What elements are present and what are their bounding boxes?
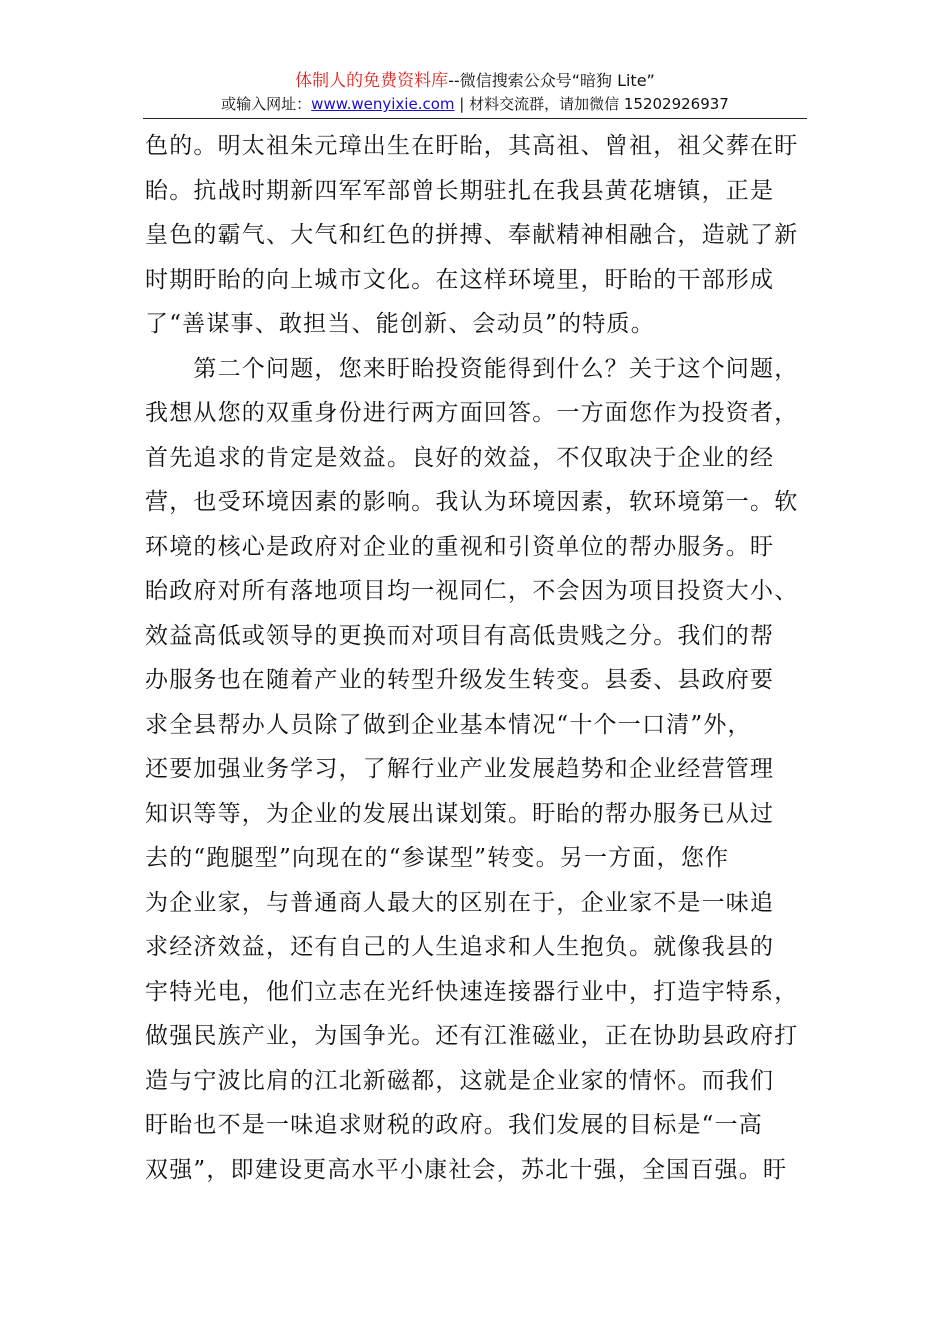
text-line: 环境的核心是政府对企业的重视和引资单位的帮办服务。盱 bbox=[145, 533, 775, 560]
text-line: 营，也受环境因素的影响。我认为环境因素，软环境第一。软 bbox=[145, 489, 799, 515]
header-slogan: --微信搜索公众号“暗狗 Lite” bbox=[448, 71, 655, 90]
text-line: 办服务也在随着产业的转型升级发生转变。县委、县政府要 bbox=[145, 667, 775, 693]
text-line: 首先追求的肯定是效益。良好的效益，不仅取决于企业的经 bbox=[145, 444, 775, 471]
text-line: 了“善谋事、敢担当、能创新、会动员”的特质。 bbox=[145, 311, 655, 337]
text-line: 求经济效益，还有自己的人生追求和人生抱负。就像我县的 bbox=[145, 934, 775, 960]
text-line: 为企业家，与普通商人最大的区别在于，企业家不是一味追 bbox=[145, 889, 775, 916]
text-line: 皇色的霸气、大气和红色的拼搏、奉献精神相融合，造就了新 bbox=[145, 222, 799, 248]
contact-text: 材料交流群，请加微信 15202926937 bbox=[469, 95, 729, 113]
text-line: 做强民族产业，为国争光。还有江淮磁业，正在协助县政府打 bbox=[145, 1023, 799, 1049]
text-line: 宇特光电，他们立志在光纤快速连接器行业中，打造宇特系， bbox=[145, 978, 799, 1005]
website-link[interactable]: www.wenyixie.com bbox=[311, 95, 455, 113]
text-line: 还要加强业务学习，了解行业产业发展趋势和企业经营管理 bbox=[145, 756, 775, 782]
text-line: 知识等等，为企业的发展出谋划策。盱眙的帮办服务已从过 bbox=[145, 800, 775, 827]
text-line: 眙。抗战时期新四军军部曾长期驻扎在我县黄花塘镇，正是 bbox=[145, 177, 775, 204]
url-prefix: 或输入网址： bbox=[221, 95, 312, 113]
separator: | bbox=[454, 95, 470, 113]
text-line: 眙政府对所有落地项目均一视同仁，不会因为项目投资大小、 bbox=[145, 578, 799, 604]
header-banner bbox=[0, 70, 950, 92]
text-line: 造与宁波比肩的江北新磁都，这就是企业家的情怀。而我们 bbox=[145, 1067, 775, 1094]
document-body bbox=[145, 124, 810, 1192]
text-line: 色的。明太祖朱元璋出生在盱眙，其高祖、曾祖，祖父葬在盱 bbox=[145, 133, 799, 159]
header-divider bbox=[143, 118, 807, 119]
header-contact-line bbox=[0, 94, 950, 114]
text-line: 双强”，即建设更高水平小康社会，苏北十强，全国百强。盱 bbox=[145, 1156, 788, 1183]
text-line: 盱眙也不是一味追求财税的政府。我们发展的目标是“一高 bbox=[145, 1112, 763, 1138]
text-line: 效益高低或领导的更换而对项目有高低贵贱之分。我们的帮 bbox=[145, 622, 775, 649]
text-line: 我想从您的双重身份进行两方面回答。一方面您作为投资者， bbox=[145, 400, 799, 426]
text-line: 求全县帮办人员除了做到企业基本情况“十个一口清”外， bbox=[145, 711, 752, 738]
text-line: 时期盱眙的向上城市文化。在这样环境里，盱眙的干部形成 bbox=[145, 266, 775, 293]
text-line: 第二个问题，您来盱眙投资能得到什么？关于这个问题， bbox=[145, 355, 799, 382]
brand-title: 体制人的免费资料库 bbox=[295, 71, 449, 91]
text-line: 去的“跑腿型”向现在的“参谋型”转变。另一方面，您作 bbox=[145, 845, 730, 871]
